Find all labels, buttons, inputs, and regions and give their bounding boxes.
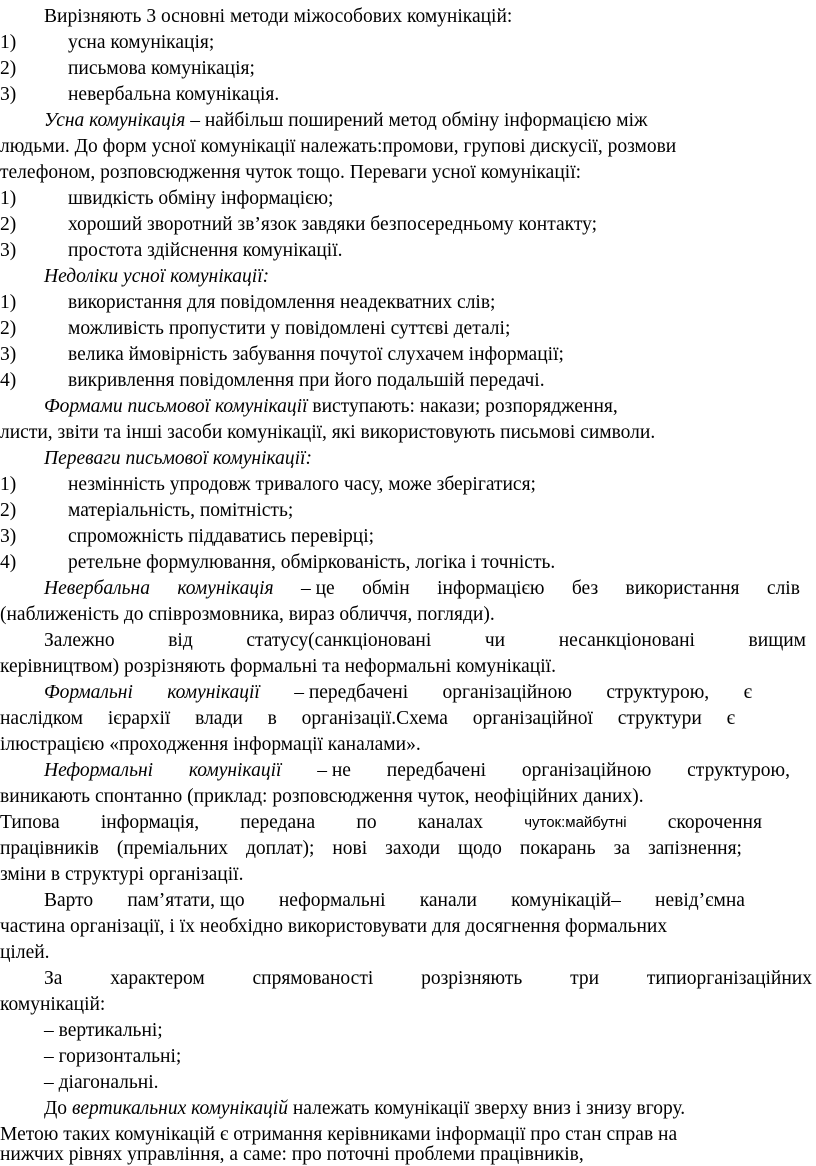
written-term: Формами письмової комунікації	[44, 396, 308, 417]
remember-line-2: частина організації, і їх необхідно використовувати для досягнення формальних	[0, 916, 668, 937]
direction-line-2: комунікацій:	[0, 994, 106, 1015]
remember-paragraph: Варто пам’ятати, що неформальні канали комунікацій– невід’ємна	[44, 890, 745, 911]
typical-info-line: Типова інформація, передана по каналах чуток:майбутні скорочення	[0, 812, 762, 833]
oral-disadvantage-1: 1) використання для повідомлення неадекватних слів;	[0, 292, 496, 313]
oral-disadvantages-heading: Недоліки усної комунікації:	[44, 266, 270, 287]
nonverbal-definition: Невербальна комунікація – це обмін інформацією без використання слів	[0, 576, 800, 602]
formal-term-1: Формальні	[44, 682, 133, 703]
direction-paragraph: За характером спрямованості розрізняють три типиорганізаційних	[44, 968, 812, 989]
intro-line	[0, 4, 816, 30]
written-advantages-heading: Переваги письмової комунікації:	[44, 448, 312, 469]
written-advantage-3: 3) спроможність піддаватись перевірці;	[0, 526, 375, 547]
written-line-2: листи, звіти та інші засоби комунікації, які використовують письмові символи.	[0, 422, 656, 443]
direction-item-vertical: – вертикальні;	[44, 1020, 163, 1041]
method-item-2: 2) письмова комунікація;	[0, 58, 255, 79]
status-line-2: керівництвом) розрізняють формальні та неформальні комунікації.	[0, 656, 556, 677]
method-item-1: 1) усна комунікація;	[0, 32, 215, 53]
written-advantage-2: 2) матеріальність, помітність;	[0, 500, 294, 521]
oral-definition: Усна комунікація – найбільш поширений метод обміну інформацією між	[44, 110, 648, 131]
oral-term: Усна комунікація	[44, 110, 186, 131]
nonverbal-term-2: комунікація	[177, 578, 274, 599]
formal-definition: Формальні комунікації – передбачені організаційною структурою, є	[0, 680, 752, 706]
method-item-3: 3) невербальна комунікація.	[0, 84, 280, 105]
remember-line-3: цілей.	[0, 942, 50, 963]
oral-disadvantage-3: 3) велика ймовірність забування почутої слухачем інформації;	[0, 344, 564, 365]
direction-item-diagonal: – діагональні.	[44, 1072, 159, 1093]
written-advantage-1: 1) незмінність упродовж тривалого часу, може зберігатися;	[0, 474, 536, 495]
formal-line-3: ілюстрацією «проходження інформації каналами».	[0, 734, 421, 755]
status-paragraph: Залежно від статусу(санкціоновані чи несанкціоновані вищим	[44, 630, 806, 651]
nonverbal-term-1: Невербальна	[44, 578, 150, 599]
intro-text: Вирізняють 3 основні методи міжособових комунікацій:	[44, 6, 513, 27]
direction-item-horizontal: – горизонтальні;	[44, 1046, 182, 1067]
informal-definition: Неформальні комунікації – не передбачені організаційною структурою,	[0, 758, 790, 784]
formal-line-2: наслідком ієрархії влади в організації.Схема організаційної структури є	[0, 708, 735, 729]
vertical-line-2: Метою таких комунікацій є отримання керівниками інформації про стан справ на	[0, 1124, 678, 1145]
informal-term-2: комунікації	[188, 760, 282, 781]
vertical-line-3: нижчих рівнях управління, а саме: про поточні проблеми працівників,	[0, 1144, 584, 1165]
formal-term-2: комунікації	[167, 682, 260, 703]
oral-line-2: людьми. До форм усної комунікації належать:промови, групові дискусії, розмови	[0, 136, 677, 157]
written-advantage-4: 4) ретельне формулювання, обміркованість, логіка і точність.	[0, 552, 556, 573]
oral-advantage-3: 3) простота здійснення комунікації.	[0, 240, 343, 261]
informal-line-2: виникають спонтанно (приклад: розповсюдження чуток, неофіційних даних).	[0, 786, 644, 807]
oral-advantage-1: 1) швидкість обміну інформацією;	[0, 188, 334, 209]
oral-disadvantage-2: 2) можливість пропустити у повідомлені суттєві деталі;	[0, 318, 511, 339]
typical-info-line-3: зміни в структурі організації.	[0, 864, 244, 885]
oral-advantage-2: 2) хороший зворотний зв’язок завдяки безпосередньому контакту;	[0, 214, 598, 235]
vertical-term: вертикальних комунікацій	[71, 1098, 288, 1119]
nonverbal-line-2: (наближеність до співрозмовника, вираз обличчя, погляди).	[0, 604, 495, 625]
written-definition: Формами письмової комунікації виступають: накази; розпорядження,	[44, 396, 618, 417]
typical-info-line-2: працівників (преміальних доплат); нові заходи щодо покарань за запізнення;	[0, 838, 742, 859]
informal-term-1: Неформальні	[44, 760, 154, 781]
vertical-paragraph: До вертикальних комунікацій належать комунікації зверху вниз і знизу вгору.	[44, 1098, 686, 1119]
oral-line-3: телефоном, розповсюдження чуток тощо. Переваги усної комунікації:	[0, 162, 582, 183]
oral-disadvantage-4: 4) викривлення повідомлення при його подальшій передачі.	[0, 370, 545, 391]
